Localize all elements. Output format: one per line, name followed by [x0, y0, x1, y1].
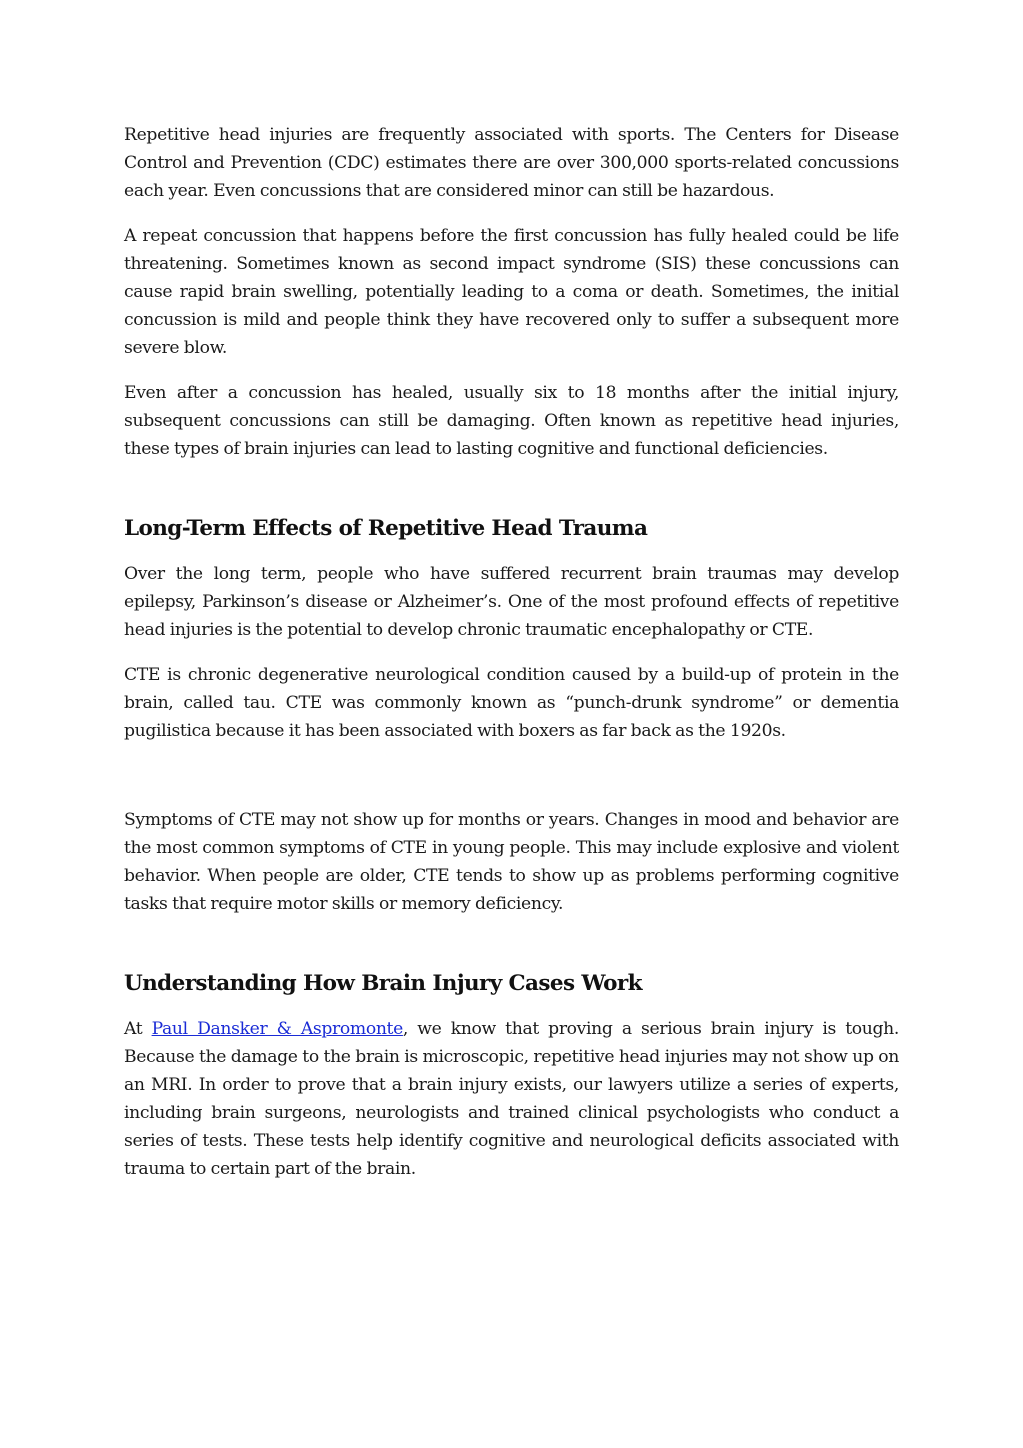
cases-paragraph	[124, 1015, 899, 1183]
intro-paragraph-3: Even after a concussion has healed, usually six to 18 months after the initial injury, subsequent concussions can still be damaging. Often known as repetitive head injuries, these types of brain injuries can lead to lasting cognitive and functional deficiencies.	[124, 383, 899, 459]
long-term-paragraph-3: Symptoms of CTE may not show up for months or years. Changes in mood and behavior are the most common symptoms of CTE in young people. This may include explosive and violent behavior. When people are older, CTE tends to show up as problems performing cognitive tasks that require motor skills or memory deficiency.	[124, 810, 899, 914]
heading-brain-injury-cases: Understanding How Brain Injury Cases Work	[124, 971, 642, 996]
document-page	[124, 121, 899, 1183]
intro-paragraph-2: A repeat concussion that happens before the first concussion has fully healed could be life threatening. Sometimes known as second impact syndrome (SIS) these concussions can cause rapid brain swelling, potentially leading to a coma or death. Sometimes, the initial concussion is mild and people think they have recovered only to suffer a subsequent more severe blow.	[124, 226, 899, 358]
cases-paragraph-prefix: At	[124, 1019, 152, 1039]
intro-paragraph-1: Repetitive head injuries are frequently associated with sports. The Centers for Disease Control and Prevention (CDC) estimates there are over 300,000 sports-related concussions each year. Even concussions that are considered minor can still be hazardous.	[124, 125, 899, 201]
firm-name-link[interactable]: Paul Dansker & Aspromonte	[151, 1019, 403, 1039]
long-term-paragraph-2: CTE is chronic degenerative neurological condition caused by a build-up of protein in the brain, called tau. CTE was commonly known as “punch-drunk syndrome” or dementia pugilistica because it has been associated with boxers as far back as the 1920s.	[124, 665, 899, 741]
cases-paragraph-rest: , we know that proving a serious brain injury is tough. Because the damage to the brain is microscopic, repetitive head injuries may not show up on an MRI. In order to prove that a brain injury exists, our lawyers utilize a series of experts, including brain surgeons, neurologists and trained clinical psychologists who conduct a series of tests. These tests help identify cognitive and neurological deficits associated with trauma to certain part of the brain.	[124, 1019, 900, 1179]
heading-long-term-effects: Long-Term Effects of Repetitive Head Trauma	[124, 516, 648, 541]
long-term-paragraph-1: Over the long term, people who have suffered recurrent brain traumas may develop epilepsy, Parkinson’s disease or Alzheimer’s. One of the most profound effects of repetitive head injuries is the potential to develop chronic traumatic encephalopathy or CTE.	[124, 564, 899, 640]
